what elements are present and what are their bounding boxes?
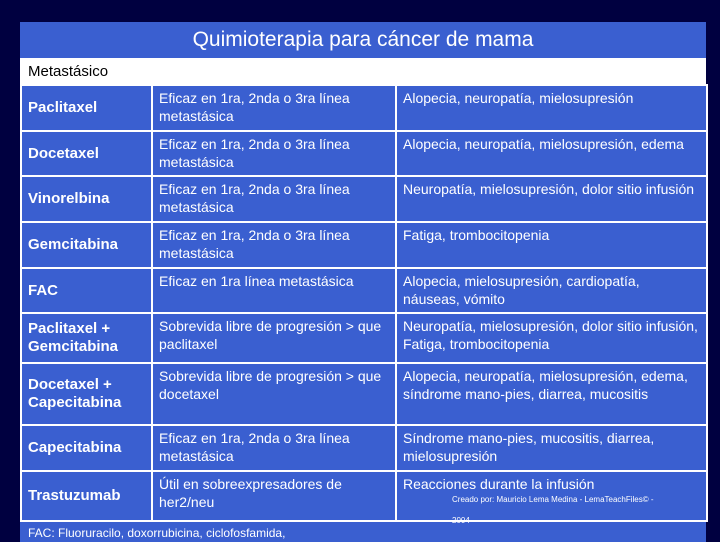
credit-text: Creado por: Mauricio Lema Medina - LemaTeachFiles© - (452, 495, 654, 504)
efficacy-cell: Eficaz en 1ra línea metastásica (152, 268, 396, 313)
table-row (21, 313, 707, 363)
toxicity-cell: Alopecia, mielosupresión, cardiopatía, náuseas, vómito (396, 268, 707, 313)
drug-name-cell: Trastuzumab (21, 471, 152, 521)
table-row (21, 176, 707, 222)
drug-table (20, 84, 708, 522)
toxicity-cell: Alopecia, neuropatía, mielosupresión (396, 85, 707, 131)
drug-name-cell: Docetaxel (21, 131, 152, 176)
efficacy-cell: Útil en sobreexpresadores de her2/neu (152, 471, 396, 521)
footnote: FAC: Fluoruracilo, doxorrubicina, ciclofosfamida, (28, 526, 286, 540)
toxicity-cell: Neuropatía, mielosupresión, dolor sitio infusión, Fatiga, trombocitopenia (396, 313, 707, 363)
drug-name-cell: Capecitabina (21, 425, 152, 471)
efficacy-cell: Sobrevida libre de progresión > que paclitaxel (152, 313, 396, 363)
efficacy-cell: Sobrevida libre de progresión > que docetaxel (152, 363, 396, 425)
drug-name-cell: FAC (21, 268, 152, 313)
table-row (21, 363, 707, 425)
efficacy-cell: Eficaz en 1ra, 2nda o 3ra línea metastásica (152, 222, 396, 268)
toxicity-cell: Fatiga, trombocitopenia (396, 222, 707, 268)
drug-name-cell: Vinorelbina (21, 176, 152, 222)
drug-name-cell: Paclitaxel + Gemcitabina (21, 313, 152, 363)
table-row (21, 131, 707, 176)
efficacy-cell: Eficaz en 1ra, 2nda o 3ra línea metastásica (152, 425, 396, 471)
efficacy-cell: Eficaz en 1ra, 2nda o 3ra línea metastásica (152, 176, 396, 222)
drug-name-cell: Gemcitabina (21, 222, 152, 268)
table-row (21, 268, 707, 313)
section-label: Metastásico (20, 58, 706, 84)
efficacy-cell: Eficaz en 1ra, 2nda o 3ra línea metastásica (152, 85, 396, 131)
slide-title: Quimioterapia para cáncer de mama (192, 28, 534, 51)
toxicity-cell: Neuropatía, mielosupresión, dolor sitio infusión (396, 176, 707, 222)
credit-note (452, 494, 702, 526)
table-row (21, 85, 707, 131)
toxicity-cell: Reacciones durante la infusión (396, 471, 707, 521)
table-row (21, 222, 707, 268)
drug-name-cell: Paclitaxel (21, 85, 152, 131)
toxicity-cell: Alopecia, neuropatía, mielosupresión, edema, síndrome mano-pies, diarrea, mucositis (396, 363, 707, 425)
efficacy-cell: Eficaz en 1ra, 2nda o 3ra línea metastásica (152, 131, 396, 176)
toxicity-cell: Alopecia, neuropatía, mielosupresión, edema (396, 131, 707, 176)
credit-year: 2004 (452, 516, 470, 525)
table-row (21, 425, 707, 471)
toxicity-cell: Síndrome mano-pies, mucositis, diarrea, mielosupresión (396, 425, 707, 471)
drug-name-cell: Docetaxel + Capecitabina (21, 363, 152, 425)
